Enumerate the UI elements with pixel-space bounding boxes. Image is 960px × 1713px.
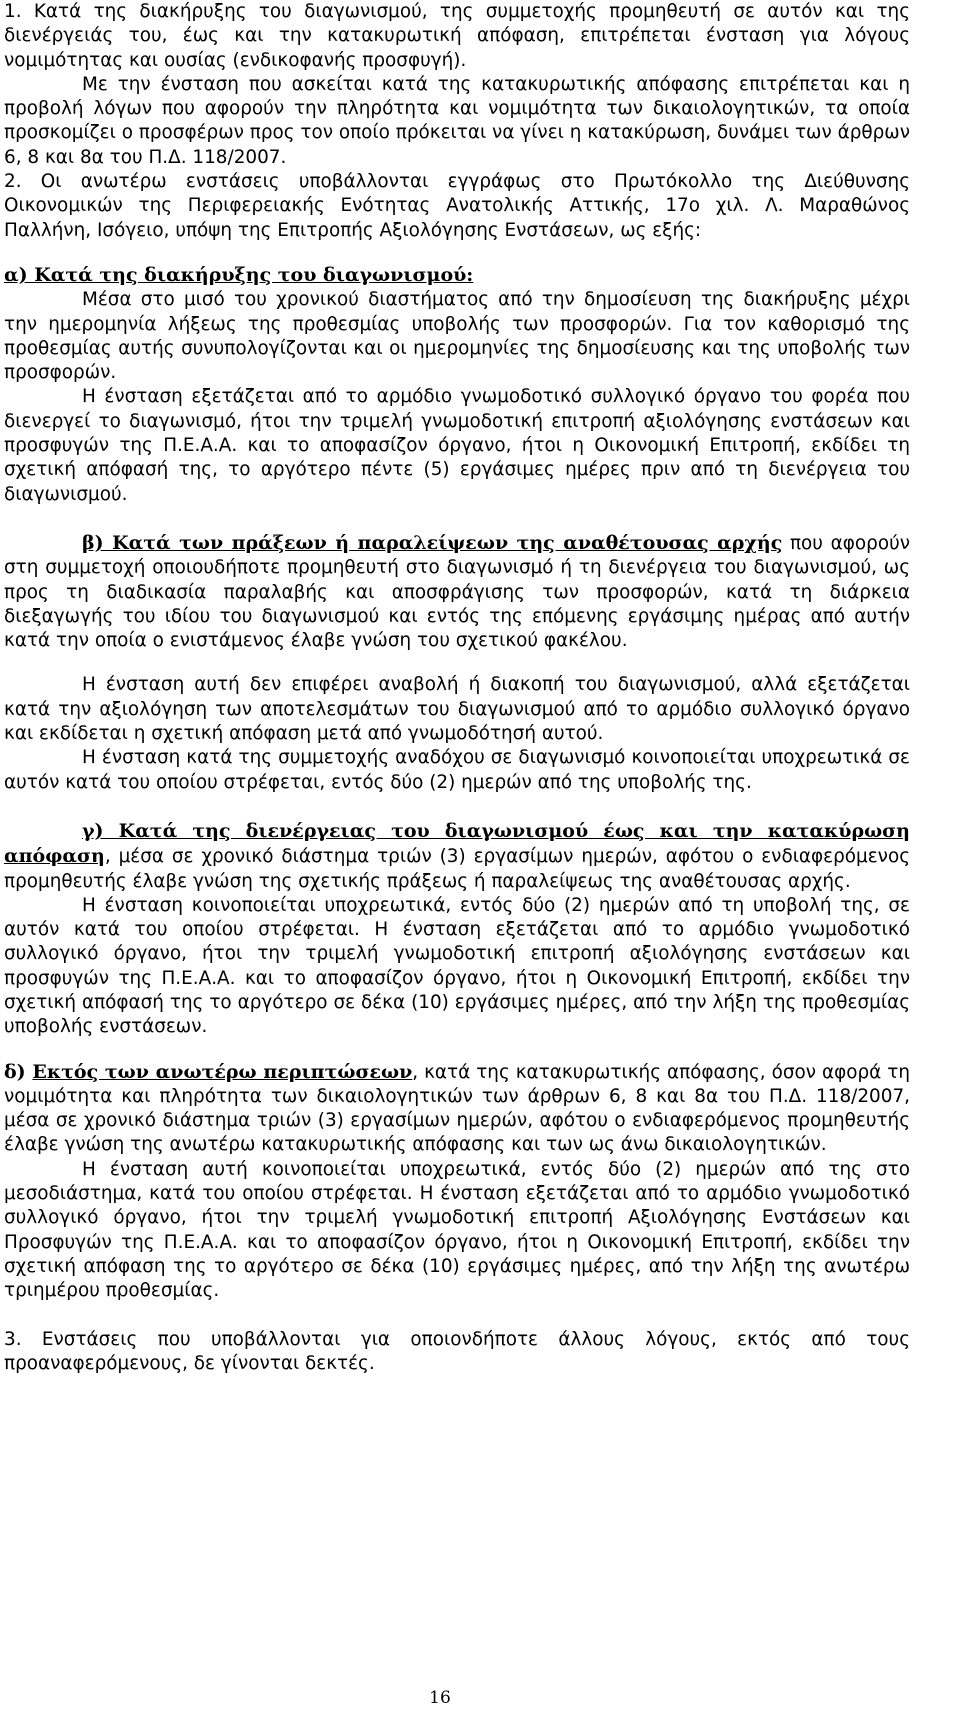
section-b-heading-line bbox=[4, 531, 910, 653]
section-c-heading-cont: απόφαση bbox=[4, 845, 105, 868]
section-a-heading-line bbox=[4, 263, 910, 288]
item-1-paragraph: 1. Κατά της διακήρυξης του διαγωνισμού, της συμμετοχής προμηθευτή σε αυτόν και της διενέργειάς του, έως και την κατακυρωτική απόφαση, επιτρέπεται ένσταση για λόγους νομιμότητας και ουσίας (ενδικοφανής προσφυγή). bbox=[4, 1, 910, 71]
item-2-paragraph: 2. Οι ανωτέρω ενστάσεις υποβάλλονται εγγράφως στο Πρωτόκολλο της Διεύθυνσης Οικονομικών της Περιφερειακής Ενότητας Ανατολικής Αττικής, 17ο χιλ. Λ. Μαραθώνος Παλλήνη, Ισόγειο, υπόψη της Επιτροπής Αξιολόγησης Ενστάσεων, ως εξής: bbox=[4, 171, 910, 241]
section-a-heading: α) Κατά της διακήρυξης του διαγωνισμού: bbox=[4, 263, 474, 286]
section-b-heading: β) Κατά των πράξεων ή παραλείψεων της αναθέτουσας αρχής bbox=[82, 531, 783, 554]
section-c-paragraph-1: Η ένσταση κοινοποιείται υποχρεωτικά, εντός δύο (2) ημερών από τη υποβολή της, σε αυτόν κατά του οποίου στρέφεται. Η ένσταση εξετάζεται από το αρμόδιο γνωμοδοτικό συλλογικό όργανο, ήτοι την τριμελή γνωμοδοτική επιτροπή αξιολόγησης ενστάσεων και προσφυγών της Π.Ε.Α.Α. και το αποφασίζον όργανο, ήτοι η Οικονομική Επιτροπή, εκδίδει την σχετική απόφασή της το αργότερο σε δέκα (10) εργάσιμες ημέρες, από την λήξη της προθεσμίας υποβολής ενστάσεων. bbox=[4, 894, 910, 1038]
section-d-heading-line bbox=[4, 1060, 910, 1158]
section-a-paragraph-2: Η ένσταση εξετάζεται από το αρμόδιο γνωμοδοτικό συλλογικό όργανο του φορέα που διενεργεί το διαγωνισμό, ήτοι την τριμελή γνωμοδοτική επιτροπή αξιολόγησης ενστάσεων και προσφυγών της Π.Ε.Α.Α. και το αποφασίζον όργανο, ήτοι η Οικονομική Επιτροπή, εκδίδει τη σχετική απόφασή της, το αργότερο πέντε (5) εργάσιμες ημέρες πριν από τη διενέργεια του διαγωνισμού. bbox=[4, 386, 910, 505]
section-d-paragraph-1: Η ένσταση αυτή κοινοποιείται υποχρεωτικά, εντός δύο (2) ημερών από της στο μεσοδιάστημα, κατά του οποίου στρέφεται. Η ένσταση εξετάζεται από το αρμόδιο γνωμοδοτικό συλλογικό όργανο, ήτοι την τριμελή γνωμοδοτική επιτροπή Αξιολόγησης Ενστάσεων και Προσφυγών της Π.Ε.Α.Α. και το αποφασίζον όργανο, ήτοι η Οικονομική Επιτροπή, εκδίδει την σχετική απόφαση της το αργότερο σε δέκα (10) εργάσιμες ημέρες, από την λήξη της ανωτέρω τριημέρου προθεσμίας. bbox=[4, 1158, 910, 1302]
item-1-paragraph-2: Με την ένσταση που ασκείται κατά της κατακυρωτικής απόφασης επιτρέπεται και η προβολή λόγων που αφορούν την πληρότητα και νομιμότητα των δικαιολογητικών, τα οποία προσκομίζει ο προσφέρων προς τον οποίο πρόκειται να γίνει η κατακύρωση, δυνάμει των άρθρων 6, 8 και 8α του Π.Δ. 118/2007. bbox=[4, 73, 910, 168]
section-c-heading-line bbox=[4, 819, 910, 894]
section-b-intro: που αφορούν στη συμμετοχή οποιουδήποτε προμηθευτή στο διαγωνισμό ή τη διενέργεια του διαγωνισμού, ως προς τη διαδικασία παραλαβής και αποσφράγισης των προσφορών, κατά τη διάρκεια διεξαγωγής του ιδίου του διαγωνισμού και εντός της επόμενης εργάσιμης ημέρας από αυτήν κατά την οποία ο ενιστάμενος έλαβε γνώση του σχετικού φακέλου. bbox=[4, 532, 910, 652]
section-c-intro: , μέσα σε χρονικό διάστημα τριών (3) εργασίμων ημερών, αφότου ο ενδιαφερόμενος προμηθευτής έλαβε γνώση της σχετικής πράξεως ή παραλείψεως της αναθέτουσας αρχής. bbox=[4, 846, 910, 892]
section-d-intro: , κατά της κατακυρωτικής απόφασης, όσον αφορά τη νομιμότητα και πληρότητα των δικαιολογητικών των άρθρων 6, 8 και 8α του Π.Δ. 118/2007, μέσα σε χρονικό διάστημα τριών (3) εργασίμων ημερών, αφότου ο ενδιαφερόμενος προμηθευτής έλαβε γνώση της ανωτέρω κατακυρωτικής απόφασης και των ως άνω δικαιολογητικών. bbox=[4, 1061, 910, 1156]
page-number: 16 bbox=[429, 1688, 451, 1708]
section-d-heading: Εκτός των ανωτέρω περιπτώσεων bbox=[32, 1060, 413, 1083]
section-b-paragraph-2: Η ένσταση κατά της συμμετοχής αναδόχου σε διαγωνισμό κοινοποιείται υποχρεωτικά σε αυτόν κατά του οποίου στρέφεται, εντός δύο (2) ημερών από της υποβολής της. bbox=[4, 747, 910, 793]
section-a-paragraph-1: Μέσα στο μισό του χρονικού διαστήματος από την δημοσίευση της διακήρυξης μέχρι την ημερομηνία λήξεως της προθεσμίας υποβολής των προσφορών. Για τον καθορισμό της προθεσμίας αυτής συνυπολογίζονται και οι ημερομηνίες της δημοσίευσης και της υποβολής των προσφορών. bbox=[4, 289, 910, 384]
section-b-paragraph-1: Η ένσταση αυτή δεν επιφέρει αναβολή ή διακοπή του διαγωνισμού, αλλά εξετάζεται κατά την αξιολόγηση των αποτελεσμάτων του διαγωνισμού από το αρμόδιο συλλογικό όργανο και εκδίδεται η σχετική απόφαση μετά από γνωμοδότησή αυτού. bbox=[4, 674, 910, 745]
section-c-heading: γ) Κατά της διενέργειας του διαγωνισμού έως και την κατακύρωση bbox=[82, 819, 910, 842]
section-d-prefix: δ) bbox=[4, 1060, 33, 1083]
item-3-paragraph: 3. Ενστάσεις που υποβάλλονται για οποιονδήποτε άλλους λόγους, εκτός από τους προαναφερόμενους, δε γίνονται δεκτές. bbox=[4, 1328, 910, 1374]
